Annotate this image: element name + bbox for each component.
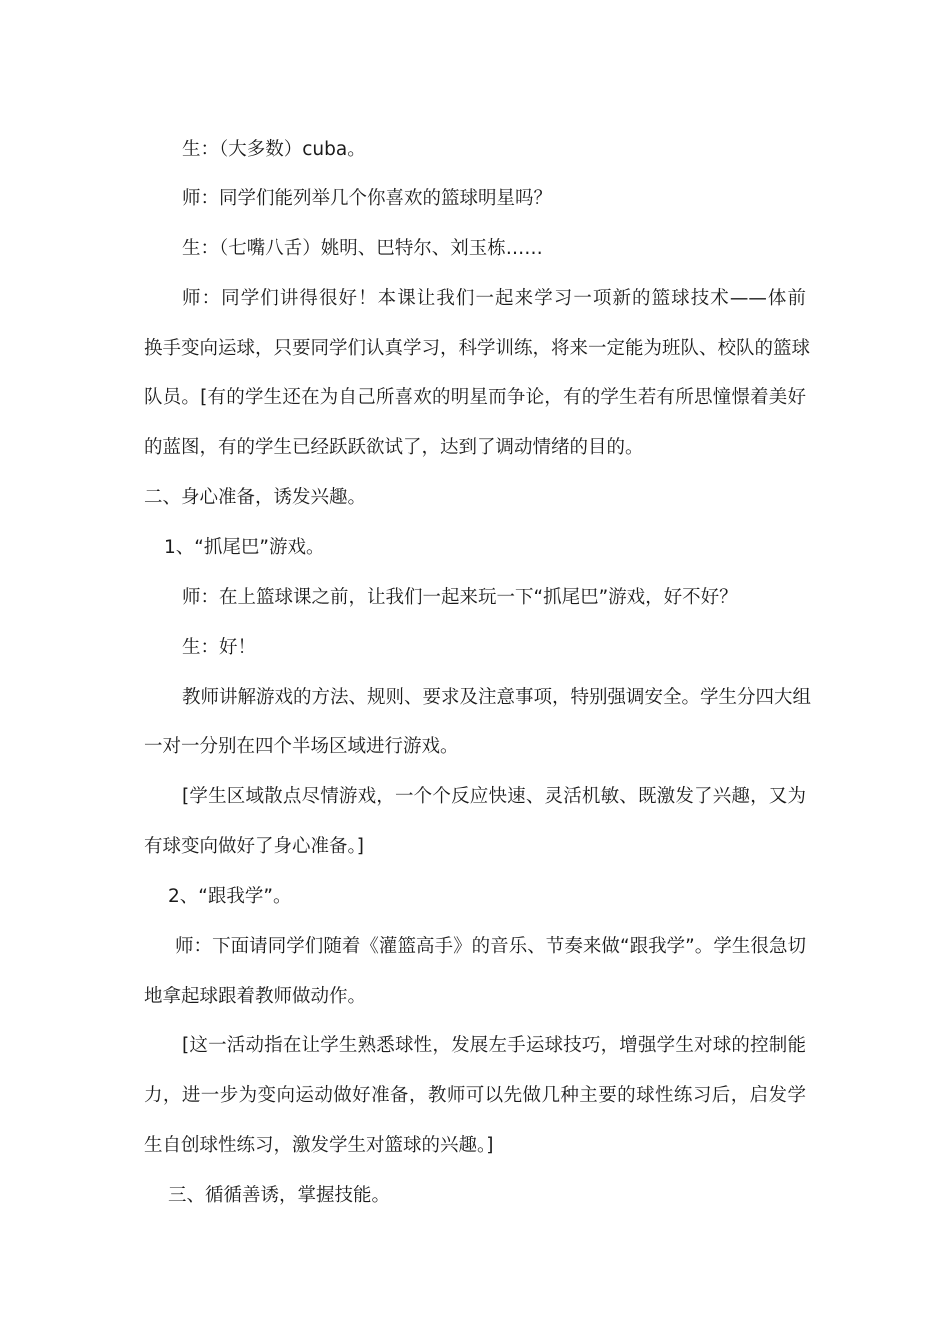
dialogue-line: 生：好！ xyxy=(182,637,257,658)
dialogue-line: 生：（大多数）cuba。 xyxy=(182,139,366,160)
annotation-line: 力，进一步为变向运动做好准备，教师可以先做几种主要的球性练习后，启发学 xyxy=(144,1085,806,1106)
annotation-line: 生自创球性练习，激发学生对篮球的兴趣。] xyxy=(144,1135,494,1156)
paragraph-line: 师：下面请同学们随着《灌篮高手》的音乐、节奏来做“跟我学”。学生很急切 xyxy=(175,936,806,957)
paragraph-line: 的蓝图，有的学生已经跃跃欲试了，达到了调动情绪的目的。 xyxy=(144,437,644,458)
section-heading: 二、身心准备，诱发兴趣。 xyxy=(144,487,367,508)
annotation-line: [这一活动指在让学生熟悉球性，发展左手运球技巧，增强学生对球的控制能 xyxy=(182,1035,806,1056)
paragraph-line: 教师讲解游戏的方法、规则、要求及注意事项，特别强调安全。学生分四大组 xyxy=(182,687,812,708)
dialogue-line: 师：同学们能列举几个你喜欢的篮球明星吗？ xyxy=(182,188,553,209)
paragraph-line: 师：同学们讲得很好！本课让我们一起来学习一项新的篮球技术——体前 xyxy=(182,288,806,309)
annotation-line: 有球变向做好了身心准备。] xyxy=(144,836,364,857)
dialogue-line: 师：在上篮球课之前，让我们一起来玩一下“抓尾巴”游戏，好不好？ xyxy=(182,587,738,608)
section-heading: 三、循循善诱，掌握技能。 xyxy=(168,1185,391,1206)
paragraph-line: 一对一分别在四个半场区域进行游戏。 xyxy=(144,736,459,757)
paragraph-line: 地拿起球跟着教师做动作。 xyxy=(144,986,367,1007)
annotation-line: [学生区域散点尽情游戏，一个个反应快速、灵活机敏、既激发了兴趣，又为 xyxy=(182,786,806,807)
subsection-heading: 1、“抓尾巴”游戏。 xyxy=(164,537,325,558)
paragraph-line: 队员。[有的学生还在为自己所喜欢的明星而争论，有的学生若有所思憧憬着美好 xyxy=(144,387,806,408)
paragraph-line: 换手变向运球，只要同学们认真学习，科学训练，将来一定能为班队、校队的篮球 xyxy=(144,338,811,359)
subsection-heading: 2、“跟我学”。 xyxy=(168,886,292,907)
dialogue-line: 生：（七嘴八舌）姚明、巴特尔、刘玉栋…… xyxy=(182,238,543,259)
